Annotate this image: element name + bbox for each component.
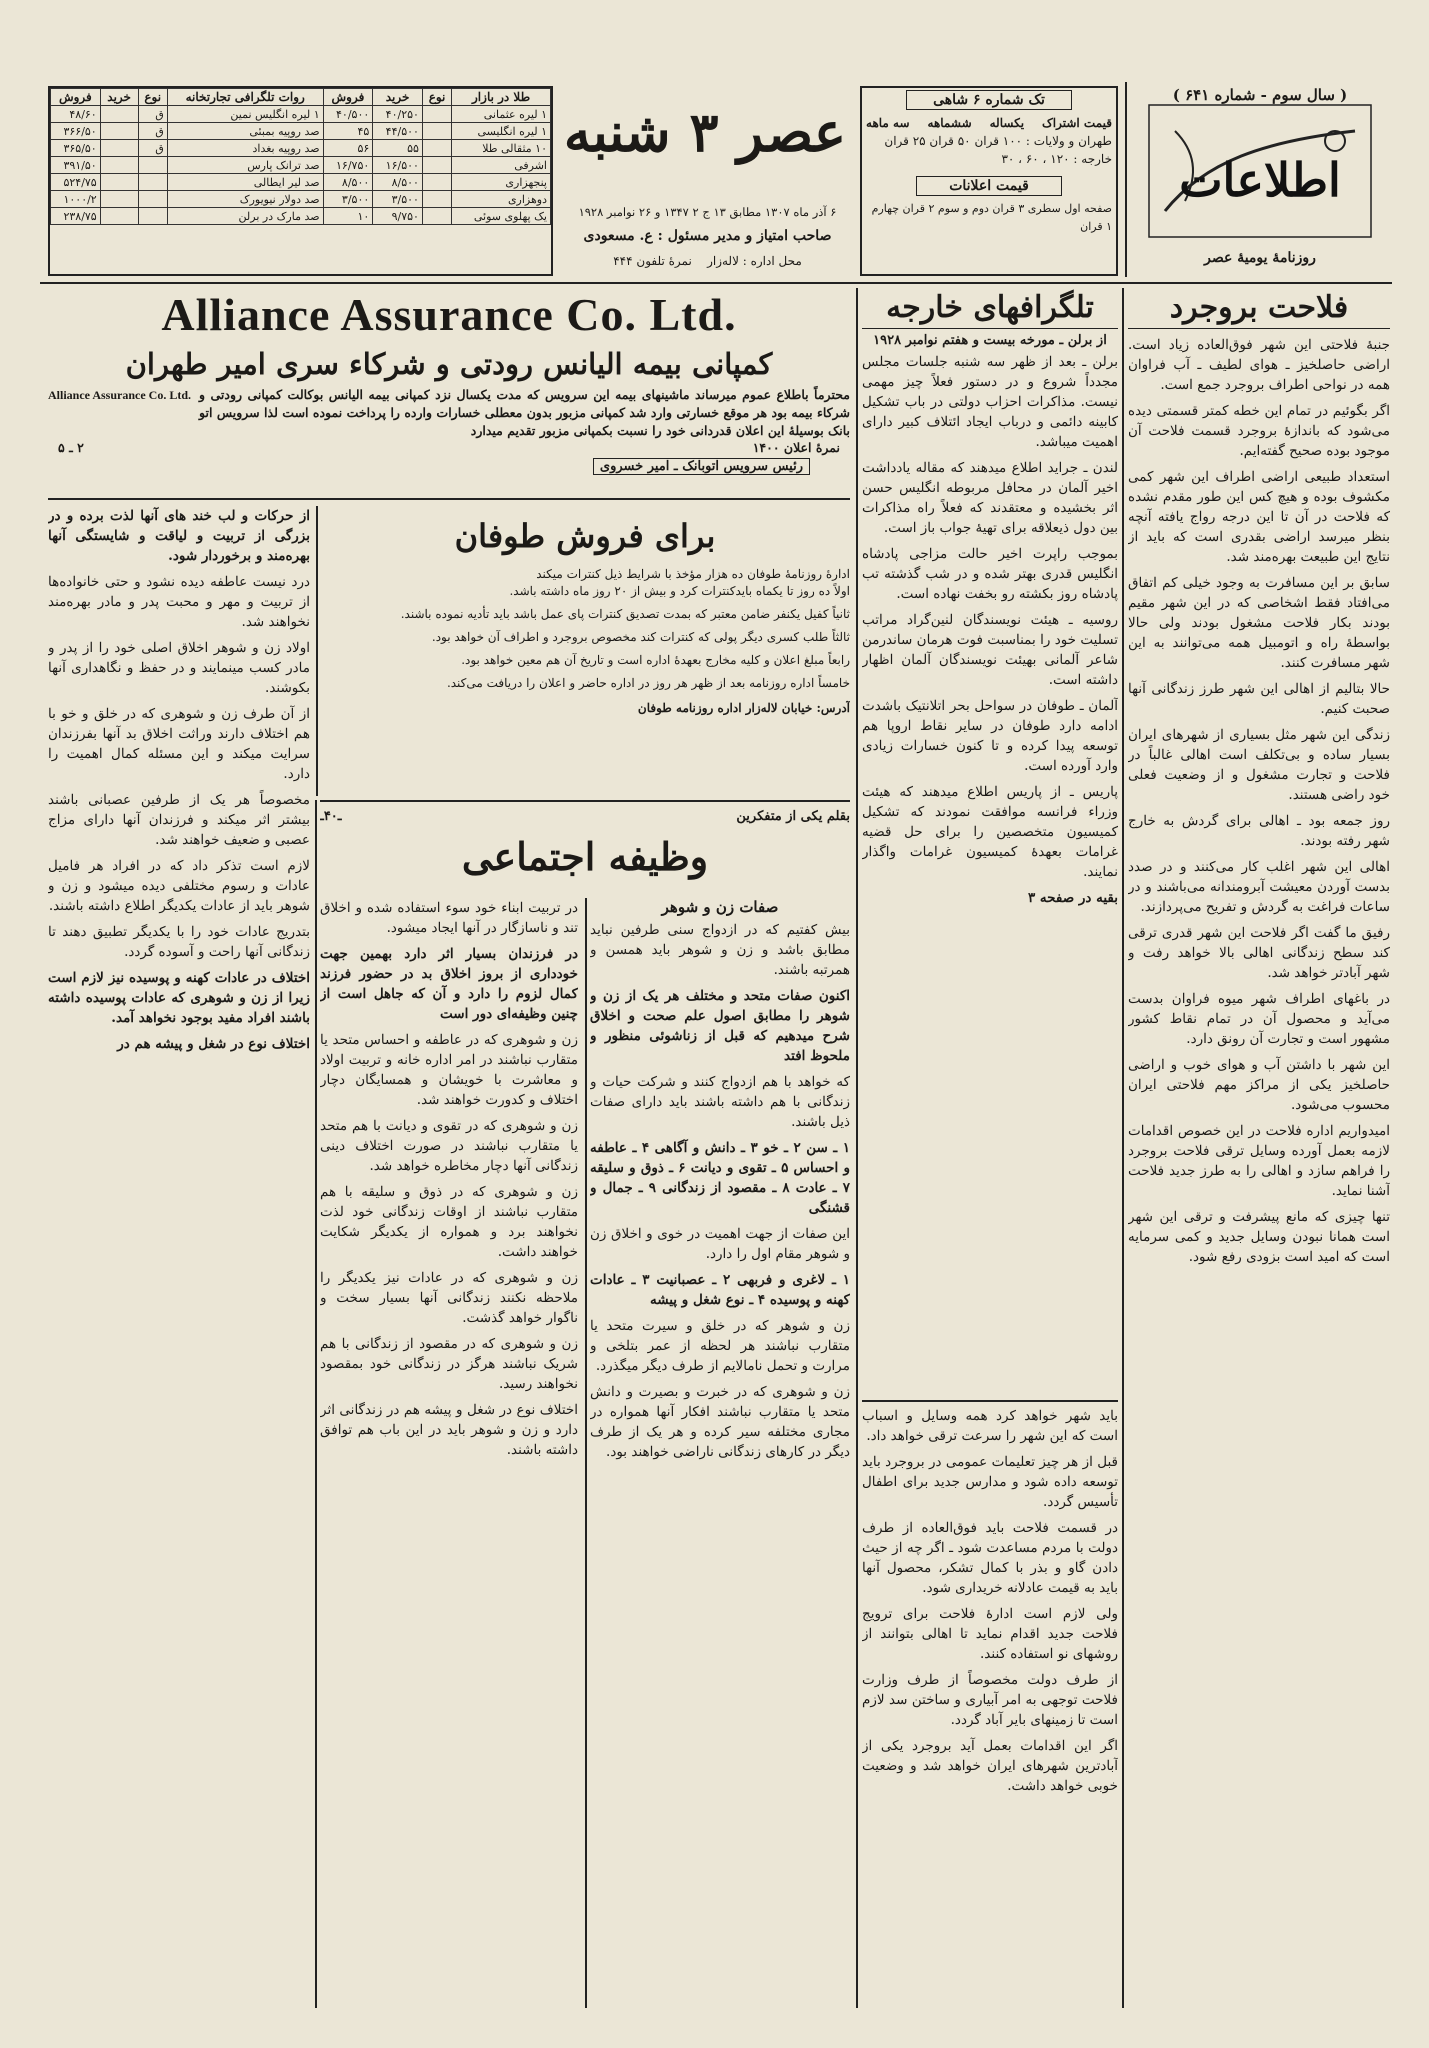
boroujerd-paragraph: این شهر با داشتن آب و هوای خوب و اراضی حاصلخیز یکی از مراکز مهم فلاحتی ایران محسوب می‌شود.: [1128, 1057, 1390, 1113]
boroujerd-paragraph: رفیق ما گفت اگر فلاحت این شهر قدری ترقی کند سطح زندگانی اهالی بالا خواهد رفت و شهر آبادتر خواهد شد.: [1128, 925, 1390, 981]
office-phone: نمرهٔ تلفون ۴۴۴: [613, 254, 692, 268]
rates-cell: ۱ لیره عثمانی: [452, 106, 551, 123]
issue-date: ۶ آذر ماه ۱۳۰۷ مطابق ۱۳ ج ۲ ۱۳۴۷ و ۲۶ نوامبر ۱۹۲۸: [578, 205, 837, 219]
single-copy-price: تک شماره ۶ شاهی: [906, 90, 1072, 110]
alliance-signer: رئیس سرویس اتوبانک ـ امیر خسروی: [593, 458, 810, 475]
toofan-title: برای فروش طوفان: [454, 517, 716, 555]
boroujerd-paragraph: استعداد طبیعی اراضی اطراف این شهر کمی مکشوف بوده و هیچ کس این طور مقدم نشده که فلاحت در آن تا این درجه رواج یافته آنچه بنظر میرسد اراضی بقدری است که باید از نتایج این طبیعت بهره‌مند شد.: [1128, 469, 1390, 565]
rates-cell: [422, 174, 451, 191]
article-col-c: [48, 506, 310, 2016]
rates-cell: ۱ لیره انگلیسی: [452, 123, 551, 140]
toofan-footer: آدرس: خیابان لاله‌زار اداره روزنامه طوفان: [637, 701, 850, 715]
telegrams-title: تلگرافهای خارجه: [862, 288, 1118, 329]
boroujerd-body: [1128, 335, 1390, 1267]
rates-cell: یک پهلوی سوئی: [452, 208, 551, 225]
rates-cell: ۵۶: [323, 140, 373, 157]
rates-cell: [422, 191, 451, 208]
continuation-paragraph: باید شهر خواهد کرد همه وسایل و اسباب است که این شهر را سرعت ترقی خواهد داد.: [862, 1408, 1118, 1444]
telegrams-dateline: از برلن ـ مورخه بیست و هفتم نوامبر ۱۹۲۸: [873, 333, 1107, 348]
social-duty-title: وظیفه اجتماعی: [461, 834, 709, 879]
rates-cell: ۳/۵۰۰: [323, 191, 373, 208]
boroujerd-paragraph: اگر بگوئیم در تمام این خطه کمتر قسمتی دیده می‌شود که باندازهٔ بروجرد قسمت فلاحت آن موجود بوده صحیح گفته‌ایم.: [1128, 403, 1390, 459]
rates-cell: ۳۹۱/۵۰: [51, 157, 101, 174]
article-paragraph: ۱ ـ لاغری و فربهی ۲ ـ عصبانیت ۳ ـ عادات کهنه و پوسیده ۴ ـ نوع شغل و پیشه: [590, 1272, 850, 1308]
rates-header: خرید: [373, 89, 423, 106]
rates-header: فروش: [323, 89, 373, 106]
article-paragraph: این صفات از جهت اهمیت در خوی و اخلاق زن و شوهر مقام اول را دارد.: [590, 1226, 850, 1262]
rates-header: طلا در بازار: [452, 89, 551, 106]
telegram-paragraph: بموجب راپرت اخیر حالت مزاجی پادشاه انگلیس قدری بهتر شده و در شب گذشته تب پادشاه روز بکشته رو بخفت نهاده است.: [862, 546, 1118, 602]
weekday-title: عصر ۳ شنبه: [563, 100, 847, 164]
issue-label: ( سال سوم - شماره ۶۴۱ ): [1172, 86, 1348, 104]
continuation-paragraph: ولی لازم است ادارهٔ فلاحت برای ترویج فلاحت جدید اقدام نماید تا اهالی بتوانند از روشهای نو استفاده کنند.: [862, 1606, 1118, 1662]
rates-cell: صد روپیه بمبئی: [167, 123, 323, 140]
alliance-notice: محترماً باطلاع عموم میرساند ماشینهای بیمه این سرویس که مدت یکسال نزد کمپانی بیمه الیانس بوکالت کمپانی رودتی و شرکاء بیمه بود هر موقع خسارتی وارد شد کمپانی مزبور بدون معطلی خسارات وارده را پرداخت نموده است لذا سرویس اتو بانک بوسیلهٔ این اعلان قدردانی خود را نسبت بکمپانی مزبور تقدیم میدارد: [199, 387, 850, 438]
rates-cell: [100, 157, 138, 174]
boroujerd-paragraph: حالا بتالیم از اهالی این شهر طرز زندگانی آنها صحبت کنیم.: [1128, 681, 1390, 717]
alliance-ad-number: نمرهٔ اعلان ۱۴۰۰: [752, 440, 840, 455]
rates-header: نوع: [422, 89, 451, 106]
rates-cell: ۲۳۸/۷۵: [51, 208, 101, 225]
rates-cell: اشرفی: [452, 157, 551, 174]
rates-cell: ۱ لیره انگلیس نمین: [167, 106, 323, 123]
article-paragraph: اختلاف نوع در شغل و پیشه هم در: [117, 1036, 310, 1052]
rates-cell: صد مارک در برلن: [167, 208, 323, 225]
rates-row: [51, 208, 551, 225]
continuation-paragraph: از طرف دولت مخصوصاً از طرف وزارت فلاحت توجهی به امر آبیاری و ساختن سد لازم است تا زمینهای بایر آباد گردد.: [862, 1672, 1118, 1728]
article-col-a: [590, 898, 850, 2008]
newspaper-subtitle: روزنامهٔ یومیهٔ عصر: [1204, 250, 1316, 266]
rates-cell: [138, 208, 167, 225]
article-paragraph: زن و شوهری که در عاطفه و احساس متحد یا متقارب نباشند در امر اداره خانه و تربیت اولاد و معاشرت با خویشان و همسایگان دچار اختلاف و کدورت خواهند شد.: [320, 1032, 578, 1108]
article-paragraph: درد نیست عاطفه دیده نشود و حتی خانواده‌ها از تربیت و مهر و محبت پدر و مادر بهره‌مند نخواهند شد.: [48, 574, 310, 630]
continuation-paragraph: قبل از هر چیز تعلیمات عمومی در بروجرد باید توسعه داده شود و مدارس جدید برای اطفال تأسیس گردد.: [862, 1454, 1118, 1510]
article-paragraph: اولاد زن و شوهر اخلاق اصلی خود را از پدر و مادر کسب مینمایند و در حفظ و نگاهداری آنها بکوشند.: [48, 640, 310, 696]
article-paragraph: زن و شوهر که در خلق و سیرت متحد یا متقارب نباشند هر لحظه از عمر بتلخی و مرارت و تحمل نامالایم از طرف دیگر میگذرد.: [590, 1318, 850, 1374]
toofan-item: خامساً اداره روزنامه بعد از ظهر هر روز در اداره حاضر و اعلان را دریافت می‌کند.: [446, 676, 850, 690]
rates-grid: [50, 88, 551, 225]
alliance-ad-code: ۲ ـ ۵: [58, 440, 84, 455]
boroujerd-paragraph: امیدواریم اداره فلاحت در این خصوص اقدامات لازمه بعمل آورده وسایل ترقی فلاحت بروجرد را فراهم سازد و اهالی را به طرز جدید فلاحت آشنا نماید.: [1128, 1123, 1390, 1199]
rates-cell: پنجهزاری: [452, 174, 551, 191]
continuation-body: [862, 1406, 1118, 1796]
alliance-persian-title: کمپانی بیمه الیانس رودتی و شرکاء سری امیر طهران: [125, 347, 773, 381]
telegram-paragraph: آلمان ـ طوفان در سواحل بحر اتلانتیک باشدت ادامه دارد طوفان در سایر نقاط اروپا هم توسعه پیدا کرده و تا کنون خسارات زیادی وارد آورده است.: [862, 698, 1118, 774]
boroujerd-continuation: [862, 1406, 1118, 2008]
boroujerd-paragraph: سابق بر این مسافرت به وجود خیلی کم اتفاق می‌افتاد فقط اشخاصی که در این شهر مقیم بودند بکار فلاحت مشغول بودند ولی حالا بواسطهٔ راه و اتومبیل همه می‌توانند به این شهر مسافرت کنند.: [1128, 575, 1390, 671]
rates-cell: [100, 208, 138, 225]
rates-row: [51, 191, 551, 208]
rates-header: روات تلگرافی تجارتخانه: [167, 89, 323, 106]
rates-cell: [138, 191, 167, 208]
rates-cell: دوهزاری: [452, 191, 551, 208]
rates-cell: ۱۰ مثقالی طلا: [452, 140, 551, 157]
boroujerd-paragraph: تنها چیزی که مانع پیشرفت و ترقی این شهر است همانا نبودن وسایل جدید و کمی سرمایه است که امید است بزودی رفع شود.: [1128, 1209, 1390, 1265]
subscription-col-3: سه ماهه: [866, 116, 910, 130]
rates-row: [51, 106, 551, 123]
article-foreign-telegrams: [862, 288, 1118, 1398]
rates-cell: ق: [138, 140, 167, 157]
subscription-abroad: خارجه : ۱۲۰ ، ۶۰ ، ۳۰: [1001, 152, 1112, 166]
rates-cell: [422, 157, 451, 174]
rates-cell: ۴۰/۲۵۰: [373, 106, 423, 123]
rates-cell: ۸/۵۰۰: [323, 174, 373, 191]
alliance-advertisement: [48, 288, 850, 500]
toofan-item: ثالثاً طلب کسری دیگر پولی که کنترات کند مخصوص بروجرد و اطراف آن خواهد بود.: [431, 630, 850, 644]
article-paragraph: ۱ ـ سن ۲ ـ خو ۳ ـ دانش و آگاهی ۴ ـ عاطفه و احساس ۵ ـ تقوی و دیانت ۶ ـ ذوق و سلیقه ۷ ـ عادت ۸ ـ مقصود از زندگانی ۹ ـ جمال و قشنگی: [590, 1140, 850, 1216]
rates-cell: ۱۶/۵۰۰: [373, 157, 423, 174]
rates-cell: [422, 140, 451, 157]
office-address: محل اداره : لاله‌زار: [707, 254, 802, 268]
rates-row: [51, 157, 551, 174]
article-paragraph: اختلاف نوع در شغل و پیشه هم در زندگانی اثر دارد و زن و شوهر باید در این باب هم توافق داشته باشند.: [320, 1402, 578, 1458]
article-paragraph: زن و شوهری که در عادات نیز یکدیگر را ملاحظه نکنند زندگانی آنها بسیار سخت و ناگوار خواهد گذشت.: [320, 1270, 578, 1326]
rates-row: [51, 174, 551, 191]
rates-cell: صد روپیه بغداد: [167, 140, 323, 157]
rates-cell: [422, 123, 451, 140]
rates-header-row: [51, 89, 551, 106]
rates-cell: ۱۰۰۰/۲: [51, 191, 101, 208]
rates-cell: ۳۶۶/۵۰: [51, 123, 101, 140]
telegram-paragraph: برلن ـ بعد از ظهر سه شنبه جلسات مجلس مجدداً شروع و در دستور فعلاً چیز مهمی نیست. مذاکرات احزاب دولتی در باب تشکیل کابینه دائمی و درباب ایجاد ائتلاف کبیر دارای اهمیت میباشد.: [862, 354, 1118, 450]
continuation-paragraph: در قسمت فلاحت باید فوق‌العاده از طرف دولت با مردم مساعدت شود ـ اگر چه از حیث دادن گاو و بذر با کمال تشکر، محصول آنها باید به قیمت عادلانه خریداری شود.: [862, 1520, 1118, 1596]
boroujerd-paragraph: جنبهٔ فلاحتی این شهر فوق‌العاده زیاد است. اراضی حاصلخیز ـ هوای لطیف ـ آب فراوان همه در نواحی اطراف بروجرد جمع است.: [1128, 337, 1390, 393]
article-paragraph: بیش کفتیم که در ازدواج سنی طرفین نباید مطابق باشد و زن و شوهر باید همسن و همرتبه باشند.: [590, 922, 850, 978]
boroujerd-paragraph: روز جمعه بود ـ اهالی برای گردش به خارج شهر رفته بودند.: [1128, 813, 1390, 849]
boroujerd-paragraph: زندگی این شهر مثل بسیاری از شهرهای ایران بسیار ساده و بی‌تکلف است اهالی غالباً در فلاحت و تجارت مشغول و از وضعیت فعلی خود راضی هستند.: [1128, 727, 1390, 803]
column-byline: بقلم یکی از متفکرین: [736, 808, 850, 824]
subscription-tehran: طهران و ولایات : ۱۰۰ قران ۵۰ قران ۲۵ قران: [884, 134, 1112, 148]
rates-cell: ۵۵: [373, 140, 423, 157]
column-header-strip: [320, 804, 850, 828]
rates-cell: ق: [138, 123, 167, 140]
article-boroujerd: [1128, 288, 1390, 2008]
article-paragraph: زن و شوهری که در تقوی و دیانت با هم متحد یا متقارب نباشند در صورت اختلاف دینی زندگانی آنها دچار مخاطره خواهد شد.: [320, 1118, 578, 1174]
toofan-item: رابعاً مبلغ اعلان و کلیه مخارج بعهدهٔ اداره است و تاریخ آن هم معین خواهد بود.: [461, 653, 850, 667]
telegram-paragraph: پاریس ـ از پاریس اطلاع میدهند که هیئت وزراء فرانسه موافقت نمودند که تشکیل کمیسیون متخصصین را برای حل قضیه غرامات بعهدهٔ کمیسیون غرامات واگذار نمایند.: [862, 784, 1118, 880]
subscription-col-1: یکساله: [989, 116, 1025, 130]
subscription-title: قیمت اشتراک: [1042, 116, 1112, 130]
rates-cell: ۱۰: [323, 208, 373, 225]
rates-header: خرید: [100, 89, 138, 106]
article-paragraph: مخصوصاً هر یک از طرفین عصبانی باشند بیشتر اثر میکند و فرزندان آنها دارای مزاج عصبی و ضعیف خواهند شد.: [48, 792, 310, 848]
toofan-advertisement: [320, 506, 850, 796]
article-col-b: [320, 898, 578, 2008]
article-paragraph: لازم است تذکر داد که در افراد هر فامیل عادات و رسوم مختلفی دیده میشود و زن و شوهر باید از عادات یکدیگر اطلاع داشته باشند.: [48, 858, 310, 914]
telegram-paragraph: لندن ـ جراید اطلاع میدهند که مقاله یادداشت اخیر آلمان در محافل مربوطه انگلیس حسن اثر بخشیده و معتقدند که فعلاً راه مذاکرات بین دول ذیعلاقه برای تهیهٔ جواب باز است.: [862, 460, 1118, 536]
article-col-c-body: [48, 506, 310, 1054]
rates-cell: [100, 191, 138, 208]
rates-cell: ۴۰/۵۰۰: [323, 106, 373, 123]
column-page-no: ـ۴۰ـ: [320, 808, 342, 824]
article-paragraph: زن و شوهری که در ذوق و سلیقه با هم متقارب نباشند از اوقات زندگانی خود لذت نخواهند برد و همواره از یکدیگر شکایت خواهند داشت.: [320, 1184, 578, 1260]
logo-text: اطلاعات: [1179, 153, 1341, 207]
article-paragraph: اختلاف در عادات کهنه و پوسیده نیز لازم است زیرا از زن و شوهری که عادات پوسیده داشته باشند افراد مفید بوجود نخواهد آمد.: [48, 970, 310, 1026]
article-paragraph: زن و شوهری که در خبرت و بصیرت و دانش متحد یا متقارب نباشند افکار آنها همواره در مجاری مختلفه سیر کرده و هر یک از طرف دیگر در کارهای زندگانی ناراضی خواهند بود.: [590, 1384, 850, 1460]
newspaper-logo: [1140, 96, 1380, 246]
article-paragraph: که خواهد با هم ازدواج کنند و شرکت حیات و زندگانی با هم داشته باشند باید دارای صفات ذیل باشند.: [590, 1074, 850, 1130]
price-box: [860, 86, 1118, 276]
article-paragraph: از آن طرف زن و شوهری که در خلق و خو با هم اختلاف دارند وراثت اخلاق بد آنها بفرزندان سرایت میکند و این مسئله کمال اهمیت را دارد.: [48, 706, 310, 782]
alliance-english-small: Alliance Assurance Co. Ltd.: [48, 388, 192, 402]
subscription-col-2: ششماهه: [927, 116, 972, 130]
ads-price-title: قیمت اعلانات: [916, 176, 1062, 196]
rates-cell: [422, 208, 451, 225]
rates-cell: ۴۵: [323, 123, 373, 140]
rates-header: فروش: [51, 89, 101, 106]
rates-cell: ۹/۷۵۰: [373, 208, 423, 225]
rates-cell: [100, 140, 138, 157]
telegram-paragraph: روسیه ـ هیئت نویسندگان لنین‌گراد مراتب تسلیت خود را بمناسبت فوت هرمان ساندرمن شاعر آلمانی بهیئت نویسندگان آلمان اظهار داشته است.: [862, 612, 1118, 688]
toofan-item: اولاً ده روز تا یکماه بایدکنترات کرد و بیش از ۲۰ روز ماه داشته باشد.: [509, 584, 850, 598]
rates-cell: [138, 174, 167, 191]
toofan-intro: ادارهٔ روزنامهٔ طوفان ده هزار مؤخذ با شرایط ذیل کنترات میکند: [536, 567, 850, 581]
boroujerd-paragraph: اهالی این شهر اغلب کار می‌کنند و در صدد بدست آوردن معیشت آبرومندانه می‌باشند و در ساعات فراغت به گردش و تفریح می‌پردازند.: [1128, 859, 1390, 915]
alliance-english-title: Alliance Assurance Co. Ltd.: [161, 289, 737, 340]
rates-cell: ق: [138, 106, 167, 123]
rates-cell: ۴۴/۵۰۰: [373, 123, 423, 140]
rates-cell: ۸/۵۰۰: [373, 174, 423, 191]
rates-header: نوع: [138, 89, 167, 106]
continuation-paragraph: اگر این اقدامات بعمل آید بروجرد یکی از آبادترین شهرهای ایران خواهد شد و وضعیت خوبی خواهد داشت.: [862, 1738, 1118, 1794]
rates-cell: [100, 123, 138, 140]
rates-cell: ۵۲۴/۷۵: [51, 174, 101, 191]
article-paragraph: از حرکات و لب خند های آنها لذت برده و در بزرگی از تربیت و لیاقت و شایستگی آنها بهره‌مند و برخوردار شود.: [48, 508, 310, 564]
ettelaat-logo-icon: [1145, 101, 1375, 241]
rates-cell: ۳/۵۰۰: [373, 191, 423, 208]
rates-cell: ۳۶۵/۵۰: [51, 140, 101, 157]
rates-row: [51, 140, 551, 157]
toofan-item: ثانیاً کفیل یکنفر ضامن معتبر که بمدت تصدیق کنترات پای عمل باشد باید تأدیه نموده باشند.: [400, 607, 850, 621]
rates-cell: [422, 106, 451, 123]
article-paragraph: در تربیت ابناء خود سوء استفاده شده و اخلاق تند و ناسازگار در آنها ایجاد میشود.: [320, 900, 578, 936]
rates-cell: [138, 157, 167, 174]
boroujerd-title: فلاحت بروجرد: [1128, 288, 1390, 329]
article-paragraph: زن و شوهری که در مقصود از زندگانی با هم شریک نباشند هرگز در زندگانی خود بمقصود نخواهند رسید.: [320, 1336, 578, 1392]
telegram-paragraph: بقیه در صفحه ۳: [1027, 890, 1118, 906]
office-line: [560, 254, 855, 274]
article-col-a-body: [590, 920, 850, 1462]
article-paragraph: بتدریج عادات خود را با یکدیگر تطبیق دهند تا زندگانی آنها راحت و آسوده گردد.: [48, 924, 310, 960]
rates-cell: صد لیر ایطالی: [167, 174, 323, 191]
ads-price-text: صفحه اول سطری ۳ قران دوم و سوم ۲ قران چهارم ۱ قران: [871, 202, 1112, 233]
telegrams-body: [862, 352, 1118, 908]
rates-cell: ۴۸/۶۰: [51, 106, 101, 123]
owner-line: صاحب امتیاز و مدیر مسئول : ع. مسعودی: [583, 228, 832, 244]
article-paragraph: در فرزندان بسیار اثر دارد بهمین جهت خودداری از بروز اخلاق بد در حضور فرزند کمال لزوم را دارد و آن که جاهل است از چنین وظیفه‌ای دور است: [320, 946, 578, 1022]
article-paragraph: اکنون صفات متحد و مختلف هر یک از زن و شوهر را مطابق اصول علم صحت و اخلاق شرح میدهیم که قبل از زناشوئی منظور و ملحوظ افتد: [590, 988, 850, 1064]
article-subtitle: صفات زن و شوهر: [661, 898, 779, 916]
rates-cell: [100, 174, 138, 191]
toofan-items: [320, 583, 850, 692]
article-col-b-body: [320, 898, 578, 1460]
rates-cell: ۱۶/۷۵۰: [323, 157, 373, 174]
rates-row: [51, 123, 551, 140]
rates-cell: صد دولار نیویورک: [167, 191, 323, 208]
rates-table: [48, 86, 553, 276]
boroujerd-paragraph: در باغهای اطراف شهر میوه فراوان بدست می‌آید و محصول آن در تمام نقاط کشور مشهور است و تجارت آن رونق دارد.: [1128, 991, 1390, 1047]
rates-cell: [100, 106, 138, 123]
rates-cell: صد ترانک پارس: [167, 157, 323, 174]
